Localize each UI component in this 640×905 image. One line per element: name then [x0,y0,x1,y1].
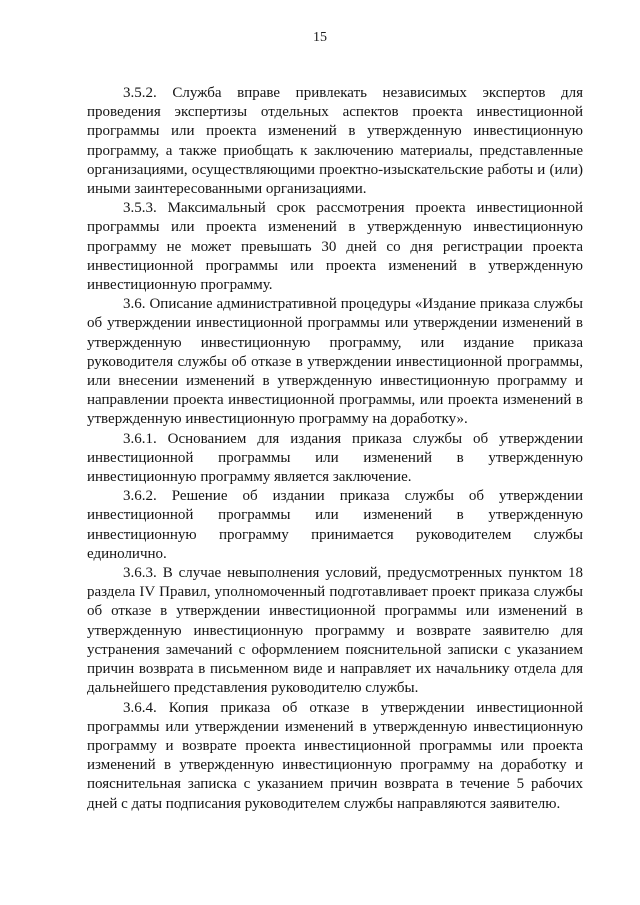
paragraph-3-6-2: 3.6.2. Решение об издании приказа службы об утверждении инвестиционной программы или изменений в утвержденную инвестиционную программу принимается руководителем службы единолично. [87,488,583,562]
paragraph-3-6-4: 3.6.4. Копия приказа об отказе в утверждении инвестиционной программы или утверждении изменений в утвержденную инвестиционную программу и возврате проекта инвестиционной программы или проекта изменений в утвержденную инвестиционную программу на доработку и пояснительная записка с указанием причин возврата в течение 5 рабочих дней с даты подписания руководителем службы направляются заявителю. [87,699,583,812]
paragraph-3-6-1: 3.6.1. Основанием для издания приказа службы об утверждении инвестиционной программы или изменений в утвержденную инвестиционную программу является заключение. [87,430,583,486]
paragraph-3-5-3: 3.5.3. Максимальный срок рассмотрения проекта инвестиционной программы или проекта изменений в утвержденную инвестиционную программу не может превышать 30 дней со дня регистрации проекта инвестиционной программы или проекта изменений в утвержденную инвестиционную программу. [87,200,583,294]
paragraph-3-5-2: 3.5.2. Служба вправе привлекать независимых экспертов для проведения экспертизы отдельных аспектов проекта инвестиционной программы или проекта изменений в утвержденную инвестиционную программу, а также приобщать к заключению материалы, представленные организациями, осуществляющими проектно-изыскательские работы и (или) иными заинтересованными организациями. [87,85,583,198]
paragraph-3-6-3: 3.6.3. В случае невыполнения условий, предусмотренных пунктом 18 раздела IV Правил, уполномоченный подготавливает проект приказа службы об отказе в утверждении инвестиционной программы или изменений в утвержденную инвестиционную программу и возврате заявителю для устранения замечаний с оформлением пояснительной записки с указанием причин возврата в письменном виде и направляет их начальнику отдела для дальнейшего представления руководителю службы. [87,565,583,697]
document-body [87,84,583,814]
page-number: 15 [313,30,327,45]
paragraph-3-6: 3.6. Описание административной процедуры «Издание приказа службы об утверждении инвестиционной программы или утверждении изменений в утвержденную инвестиционную программу, или издание приказа руководителя службы об отказе в утверждении инвестиционной программы, или внесении изменений в утвержденную инвестиционную программу и направлении проекта инвестиционной программы, или проекта изменений в утвержденную инвестиционную программу на доработку». [87,296,583,428]
